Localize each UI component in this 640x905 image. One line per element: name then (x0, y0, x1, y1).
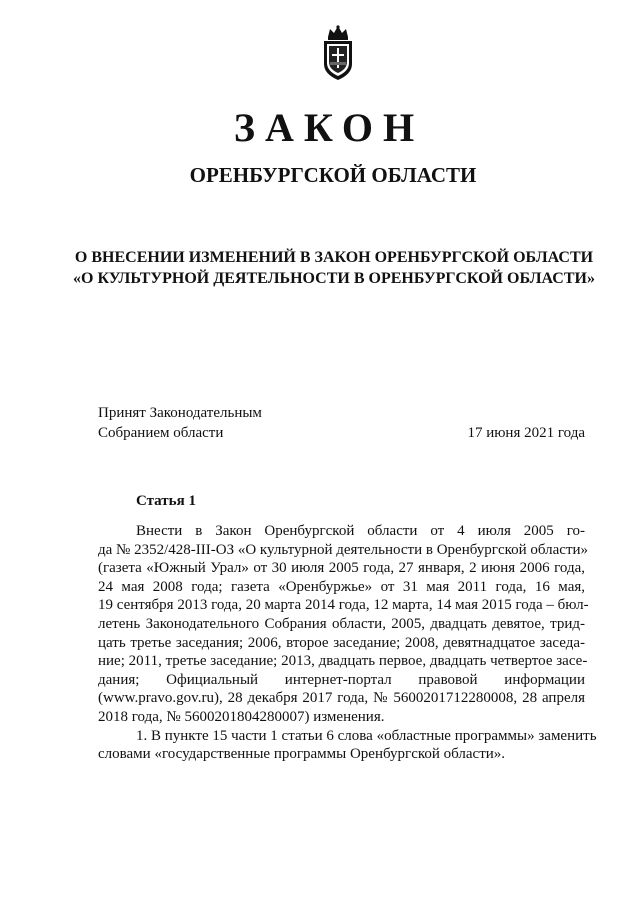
text-line: дания; Официальный интернет-портал правовой информации (98, 671, 585, 688)
text-line: (газета «Южный Урал» от 30 июля 2005 года, 27 января, 2 июня 2006 года, (98, 560, 585, 577)
document-type: ЗАКОН (233, 105, 425, 150)
coat-of-arms-icon (318, 24, 358, 82)
text-line: Внести в Закон Оренбургской области от 4 июля 2005 го- (136, 523, 585, 539)
text-line: 24 мая 2008 года; газета «Оренбуржье» от 31 мая 2011 года, 16 мая, (98, 578, 585, 595)
region-name: ОРЕНБУРГСКОЙ ОБЛАСТИ (189, 163, 477, 187)
adoption-line: Принят Законодательным (98, 405, 262, 421)
text-line: словами «государственные программы Оренбургской области». (98, 746, 506, 763)
text-line: (www.pravo.gov.ru), 28 декабря 2017 года, № 5600201712280008, 28 апреля (98, 690, 585, 707)
adoption-date: 17 июня 2021 года (467, 425, 585, 441)
article-body (98, 522, 597, 764)
text-line: летень Законодательного Собрания области, 2005, двадцать девятое, трид- (98, 615, 585, 632)
article-heading: Статья 1 (136, 493, 196, 509)
adoption-body (98, 403, 262, 443)
law-title-line: «О КУЛЬТУРНОЙ ДЕЯТЕЛЬНОСТИ В ОРЕНБУРГСКОЙ ОБЛАСТИ» (73, 270, 595, 287)
adoption-line: Собранием области (98, 425, 224, 441)
article-item-1 (98, 727, 597, 764)
text-line: цать третье заседания; 2006, второе заседание; 2008, девятнадцатое заседа- (98, 634, 585, 651)
text-line: 19 сентября 2013 года, 20 марта 2014 года, 12 марта, 14 мая 2015 года – бюл- (98, 597, 589, 614)
text-line: да № 2352/428-III-ОЗ «О культурной деятельности в Оренбургской области» (98, 541, 589, 558)
text-line: ние; 2011, третье заседание; 2013, двадцать первое, двадцать четвертое засе- (98, 653, 588, 670)
text-line: 1. В пункте 15 части 1 статьи 6 слова «областные программы» заменить (136, 727, 597, 744)
text-line: 2018 года, № 5600201804280007) изменения. (98, 708, 385, 725)
law-title-line: О ВНЕСЕНИИ ИЗМЕНЕНИЙ В ЗАКОН ОРЕНБУРГСКОЙ ОБЛАСТИ (74, 249, 594, 266)
article-intro-paragraph (98, 522, 589, 727)
law-title (0, 247, 640, 289)
